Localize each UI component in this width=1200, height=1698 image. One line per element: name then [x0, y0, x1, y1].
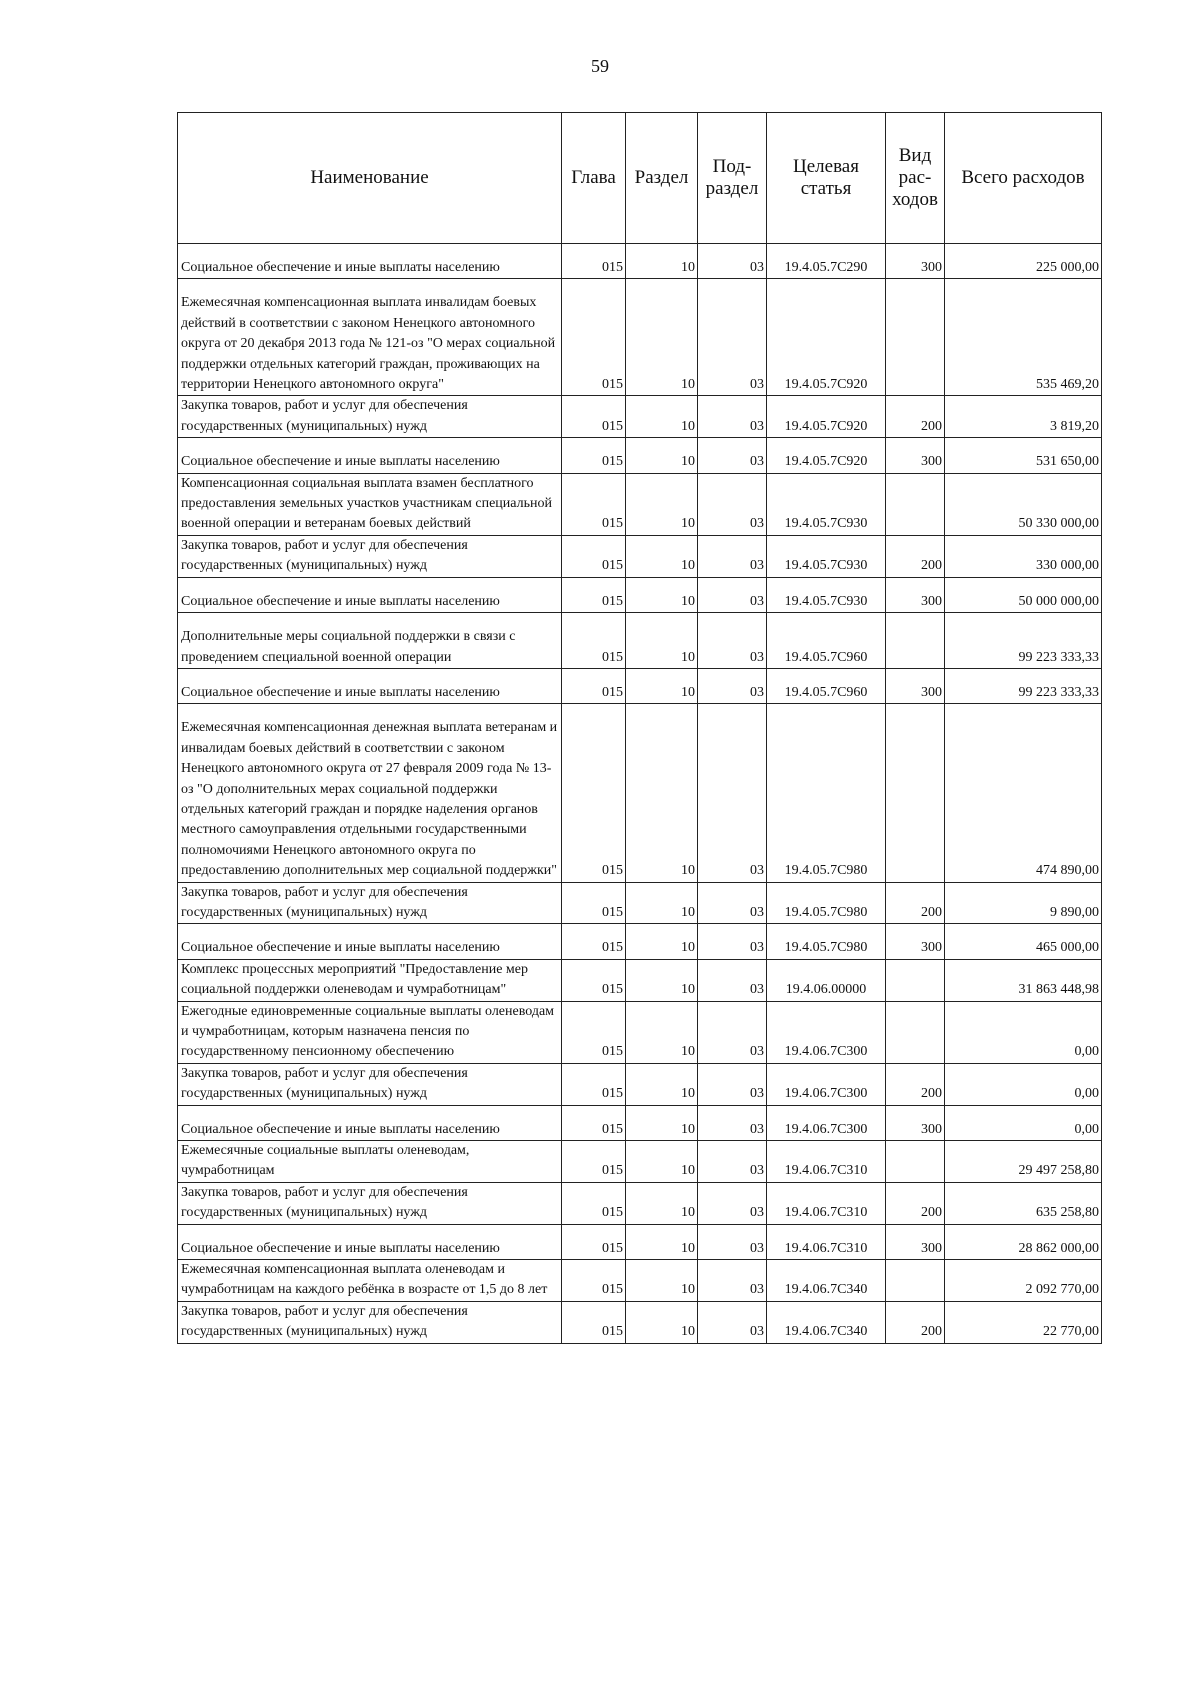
cell-glava: 015	[562, 613, 626, 669]
cell-vid-raskhodov: 300	[886, 668, 945, 703]
cell-vsego: 0,00	[945, 1105, 1102, 1140]
table-row	[178, 244, 1102, 279]
cell-tselevaya-statya: 19.4.06.7С310	[767, 1224, 886, 1259]
cell-vid-raskhodov: 300	[886, 577, 945, 612]
cell-glava: 015	[562, 473, 626, 535]
table-row	[178, 704, 1102, 882]
cell-tselevaya-statya: 19.4.05.7С930	[767, 535, 886, 577]
cell-vid-raskhodov: 300	[886, 924, 945, 959]
cell-podrazdel: 03	[698, 1260, 767, 1302]
cell-podrazdel: 03	[698, 1224, 767, 1259]
cell-tselevaya-statya: 19.4.05.7С920	[767, 279, 886, 396]
cell-vsego: 3 819,20	[945, 396, 1102, 438]
table-row	[178, 1001, 1102, 1063]
cell-vsego: 22 770,00	[945, 1301, 1102, 1343]
header-vsego: Всего расходов	[945, 113, 1102, 244]
cell-tselevaya-statya: 19.4.05.7С930	[767, 473, 886, 535]
cell-podrazdel: 03	[698, 535, 767, 577]
cell-tselevaya-statya: 19.4.05.7С960	[767, 613, 886, 669]
table-row	[178, 668, 1102, 703]
cell-podrazdel: 03	[698, 1141, 767, 1183]
cell-tselevaya-statya: 19.4.05.7С980	[767, 704, 886, 882]
cell-tselevaya-statya: 19.4.05.7С960	[767, 668, 886, 703]
cell-vid-raskhodov: 300	[886, 1224, 945, 1259]
cell-tselevaya-statya: 19.4.05.7С920	[767, 396, 886, 438]
cell-glava: 015	[562, 924, 626, 959]
cell-tselevaya-statya: 19.4.06.7С300	[767, 1063, 886, 1105]
cell-vid-raskhodov: 200	[886, 882, 945, 924]
cell-podrazdel: 03	[698, 473, 767, 535]
cell-name: Закупка товаров, работ и услуг для обеспечения государственных (муниципальных) нужд	[178, 1301, 562, 1343]
cell-tselevaya-statya: 19.4.05.7С980	[767, 924, 886, 959]
header-glava: Глава	[562, 113, 626, 244]
table-row	[178, 1301, 1102, 1343]
cell-tselevaya-statya: 19.4.05.7С920	[767, 438, 886, 473]
cell-tselevaya-statya: 19.4.06.7С300	[767, 1001, 886, 1063]
cell-razdel: 10	[626, 438, 698, 473]
cell-glava: 015	[562, 244, 626, 279]
cell-name: Социальное обеспечение и иные выплаты населению	[178, 668, 562, 703]
cell-name: Социальное обеспечение и иные выплаты населению	[178, 438, 562, 473]
cell-razdel: 10	[626, 613, 698, 669]
cell-vsego: 50 330 000,00	[945, 473, 1102, 535]
cell-razdel: 10	[626, 279, 698, 396]
cell-vsego: 2 092 770,00	[945, 1260, 1102, 1302]
table-row	[178, 535, 1102, 577]
header-vid-raskhodov: Вид рас- ходов	[886, 113, 945, 244]
cell-tselevaya-statya: 19.4.05.7С980	[767, 882, 886, 924]
cell-vid-raskhodov	[886, 704, 945, 882]
cell-razdel: 10	[626, 882, 698, 924]
cell-tselevaya-statya: 19.4.06.7С310	[767, 1141, 886, 1183]
cell-vid-raskhodov	[886, 1260, 945, 1302]
cell-tselevaya-statya: 19.4.05.7С930	[767, 577, 886, 612]
cell-razdel: 10	[626, 577, 698, 612]
cell-razdel: 10	[626, 1063, 698, 1105]
table-row	[178, 1141, 1102, 1183]
header-tselevaya-statya: Целевая статья	[767, 113, 886, 244]
cell-glava: 015	[562, 1105, 626, 1140]
cell-name: Социальное обеспечение и иные выплаты населению	[178, 1224, 562, 1259]
cell-vid-raskhodov	[886, 613, 945, 669]
cell-vid-raskhodov: 200	[886, 396, 945, 438]
cell-vid-raskhodov: 300	[886, 438, 945, 473]
table-header-row	[178, 113, 1102, 244]
cell-name: Ежемесячная компенсационная выплата оленеводам и чумработницам на каждого ребёнка в возрасте от 1,5 до 8 лет	[178, 1260, 562, 1302]
cell-razdel: 10	[626, 924, 698, 959]
cell-razdel: 10	[626, 704, 698, 882]
cell-vid-raskhodov: 300	[886, 1105, 945, 1140]
cell-vid-raskhodov: 300	[886, 244, 945, 279]
table-row	[178, 396, 1102, 438]
table-row	[178, 924, 1102, 959]
cell-name: Ежемесячные социальные выплаты оленеводам, чумработницам	[178, 1141, 562, 1183]
table-row	[178, 1063, 1102, 1105]
cell-vsego: 9 890,00	[945, 882, 1102, 924]
cell-glava: 015	[562, 535, 626, 577]
cell-tselevaya-statya: 19.4.06.7С340	[767, 1260, 886, 1302]
cell-name: Закупка товаров, работ и услуг для обеспечения государственных (муниципальных) нужд	[178, 882, 562, 924]
cell-razdel: 10	[626, 1141, 698, 1183]
cell-razdel: 10	[626, 473, 698, 535]
cell-razdel: 10	[626, 535, 698, 577]
cell-vsego: 0,00	[945, 1001, 1102, 1063]
cell-name: Закупка товаров, работ и услуг для обеспечения государственных (муниципальных) нужд	[178, 1182, 562, 1224]
table-row	[178, 613, 1102, 669]
cell-podrazdel: 03	[698, 1105, 767, 1140]
cell-vid-raskhodov: 200	[886, 1063, 945, 1105]
cell-name: Закупка товаров, работ и услуг для обеспечения государственных (муниципальных) нужд	[178, 1063, 562, 1105]
budget-table	[177, 112, 1102, 1344]
cell-razdel: 10	[626, 1105, 698, 1140]
cell-vsego: 474 890,00	[945, 704, 1102, 882]
cell-podrazdel: 03	[698, 438, 767, 473]
table-row	[178, 1224, 1102, 1259]
cell-podrazdel: 03	[698, 1063, 767, 1105]
cell-podrazdel: 03	[698, 882, 767, 924]
cell-vid-raskhodov	[886, 473, 945, 535]
table-row	[178, 1182, 1102, 1224]
cell-name: Социальное обеспечение и иные выплаты населению	[178, 1105, 562, 1140]
table-row	[178, 577, 1102, 612]
cell-vid-raskhodov	[886, 279, 945, 396]
cell-podrazdel: 03	[698, 668, 767, 703]
cell-glava: 015	[562, 438, 626, 473]
cell-podrazdel: 03	[698, 279, 767, 396]
cell-vsego: 28 862 000,00	[945, 1224, 1102, 1259]
cell-podrazdel: 03	[698, 577, 767, 612]
cell-glava: 015	[562, 1301, 626, 1343]
cell-name: Дополнительные меры социальной поддержки в связи с проведением специальной военной операции	[178, 613, 562, 669]
cell-name: Закупка товаров, работ и услуг для обеспечения государственных (муниципальных) нужд	[178, 396, 562, 438]
table-row	[178, 279, 1102, 396]
cell-podrazdel: 03	[698, 244, 767, 279]
cell-glava: 015	[562, 396, 626, 438]
cell-razdel: 10	[626, 1001, 698, 1063]
table-row	[178, 882, 1102, 924]
cell-vid-raskhodov	[886, 1001, 945, 1063]
table-row	[178, 438, 1102, 473]
cell-tselevaya-statya: 19.4.06.7С340	[767, 1301, 886, 1343]
cell-glava: 015	[562, 1063, 626, 1105]
cell-tselevaya-statya: 19.4.06.00000	[767, 959, 886, 1001]
cell-glava: 015	[562, 279, 626, 396]
cell-name: Комплекс процессных мероприятий "Предоставление мер социальной поддержки оленеводам и чумработницам"	[178, 959, 562, 1001]
cell-glava: 015	[562, 1141, 626, 1183]
cell-vsego: 99 223 333,33	[945, 613, 1102, 669]
cell-tselevaya-statya: 19.4.06.7С310	[767, 1182, 886, 1224]
cell-razdel: 10	[626, 1260, 698, 1302]
cell-podrazdel: 03	[698, 396, 767, 438]
cell-razdel: 10	[626, 396, 698, 438]
cell-razdel: 10	[626, 1301, 698, 1343]
cell-name: Социальное обеспечение и иные выплаты населению	[178, 244, 562, 279]
header-name: Наименование	[178, 113, 562, 244]
cell-glava: 015	[562, 577, 626, 612]
table-row	[178, 1105, 1102, 1140]
cell-glava: 015	[562, 959, 626, 1001]
cell-glava: 015	[562, 882, 626, 924]
header-podrazdel: Под- раздел	[698, 113, 767, 244]
cell-tselevaya-statya: 19.4.06.7С300	[767, 1105, 886, 1140]
cell-name: Социальное обеспечение и иные выплаты населению	[178, 924, 562, 959]
table-row	[178, 1260, 1102, 1302]
cell-vid-raskhodov	[886, 959, 945, 1001]
cell-vsego: 535 469,20	[945, 279, 1102, 396]
cell-glava: 015	[562, 1260, 626, 1302]
cell-vsego: 0,00	[945, 1063, 1102, 1105]
cell-name: Социальное обеспечение и иные выплаты населению	[178, 577, 562, 612]
cell-vsego: 330 000,00	[945, 535, 1102, 577]
cell-glava: 015	[562, 1182, 626, 1224]
page-number: 59	[591, 56, 609, 76]
cell-vsego: 531 650,00	[945, 438, 1102, 473]
cell-name: Ежемесячная компенсационная денежная выплата ветеранам и инвалидам боевых действий в соответствии с законом Ненецкого автономного округа от 27 февраля 2009 года № 13-оз "О дополнительных мерах социальной поддержки отдельных категорий граждан и порядке наделения органов местного самоуправления отдельными государственными полномочиями Ненецкого автономного округа по предоставлению дополнительных мер социальной поддержки"	[178, 704, 562, 882]
table-row	[178, 959, 1102, 1001]
cell-vsego: 635 258,80	[945, 1182, 1102, 1224]
table-row	[178, 473, 1102, 535]
header-razdel: Раздел	[626, 113, 698, 244]
cell-glava: 015	[562, 1224, 626, 1259]
cell-razdel: 10	[626, 668, 698, 703]
cell-podrazdel: 03	[698, 1182, 767, 1224]
cell-tselevaya-statya: 19.4.05.7С290	[767, 244, 886, 279]
cell-glava: 015	[562, 704, 626, 882]
cell-name: Ежемесячная компенсационная выплата инвалидам боевых действий в соответствии с законом Ненецкого автономного округа от 20 декабря 2013 года № 121-оз "О мерах социальной поддержки отдельных категорий граждан, проживающих на территории Ненецкого автономного округа"	[178, 279, 562, 396]
cell-glava: 015	[562, 668, 626, 703]
cell-vid-raskhodov	[886, 1141, 945, 1183]
cell-vsego: 225 000,00	[945, 244, 1102, 279]
cell-name: Закупка товаров, работ и услуг для обеспечения государственных (муниципальных) нужд	[178, 535, 562, 577]
cell-name: Компенсационная социальная выплата взамен бесплатного предоставления земельных участков участникам специальной военной операции и ветеранам боевых действий	[178, 473, 562, 535]
cell-vid-raskhodov: 200	[886, 1182, 945, 1224]
cell-podrazdel: 03	[698, 704, 767, 882]
cell-podrazdel: 03	[698, 1001, 767, 1063]
cell-vsego: 31 863 448,98	[945, 959, 1102, 1001]
cell-razdel: 10	[626, 1182, 698, 1224]
cell-podrazdel: 03	[698, 613, 767, 669]
cell-vsego: 465 000,00	[945, 924, 1102, 959]
cell-vsego: 50 000 000,00	[945, 577, 1102, 612]
cell-razdel: 10	[626, 1224, 698, 1259]
cell-podrazdel: 03	[698, 924, 767, 959]
cell-glava: 015	[562, 1001, 626, 1063]
cell-vsego: 29 497 258,80	[945, 1141, 1102, 1183]
cell-vid-raskhodov: 200	[886, 1301, 945, 1343]
cell-razdel: 10	[626, 244, 698, 279]
cell-name: Ежегодные единовременные социальные выплаты оленеводам и чумработницам, которым назначена пенсия по государственному пенсионному обеспечению	[178, 1001, 562, 1063]
cell-vid-raskhodov: 200	[886, 535, 945, 577]
cell-podrazdel: 03	[698, 1301, 767, 1343]
cell-podrazdel: 03	[698, 959, 767, 1001]
cell-razdel: 10	[626, 959, 698, 1001]
cell-vsego: 99 223 333,33	[945, 668, 1102, 703]
